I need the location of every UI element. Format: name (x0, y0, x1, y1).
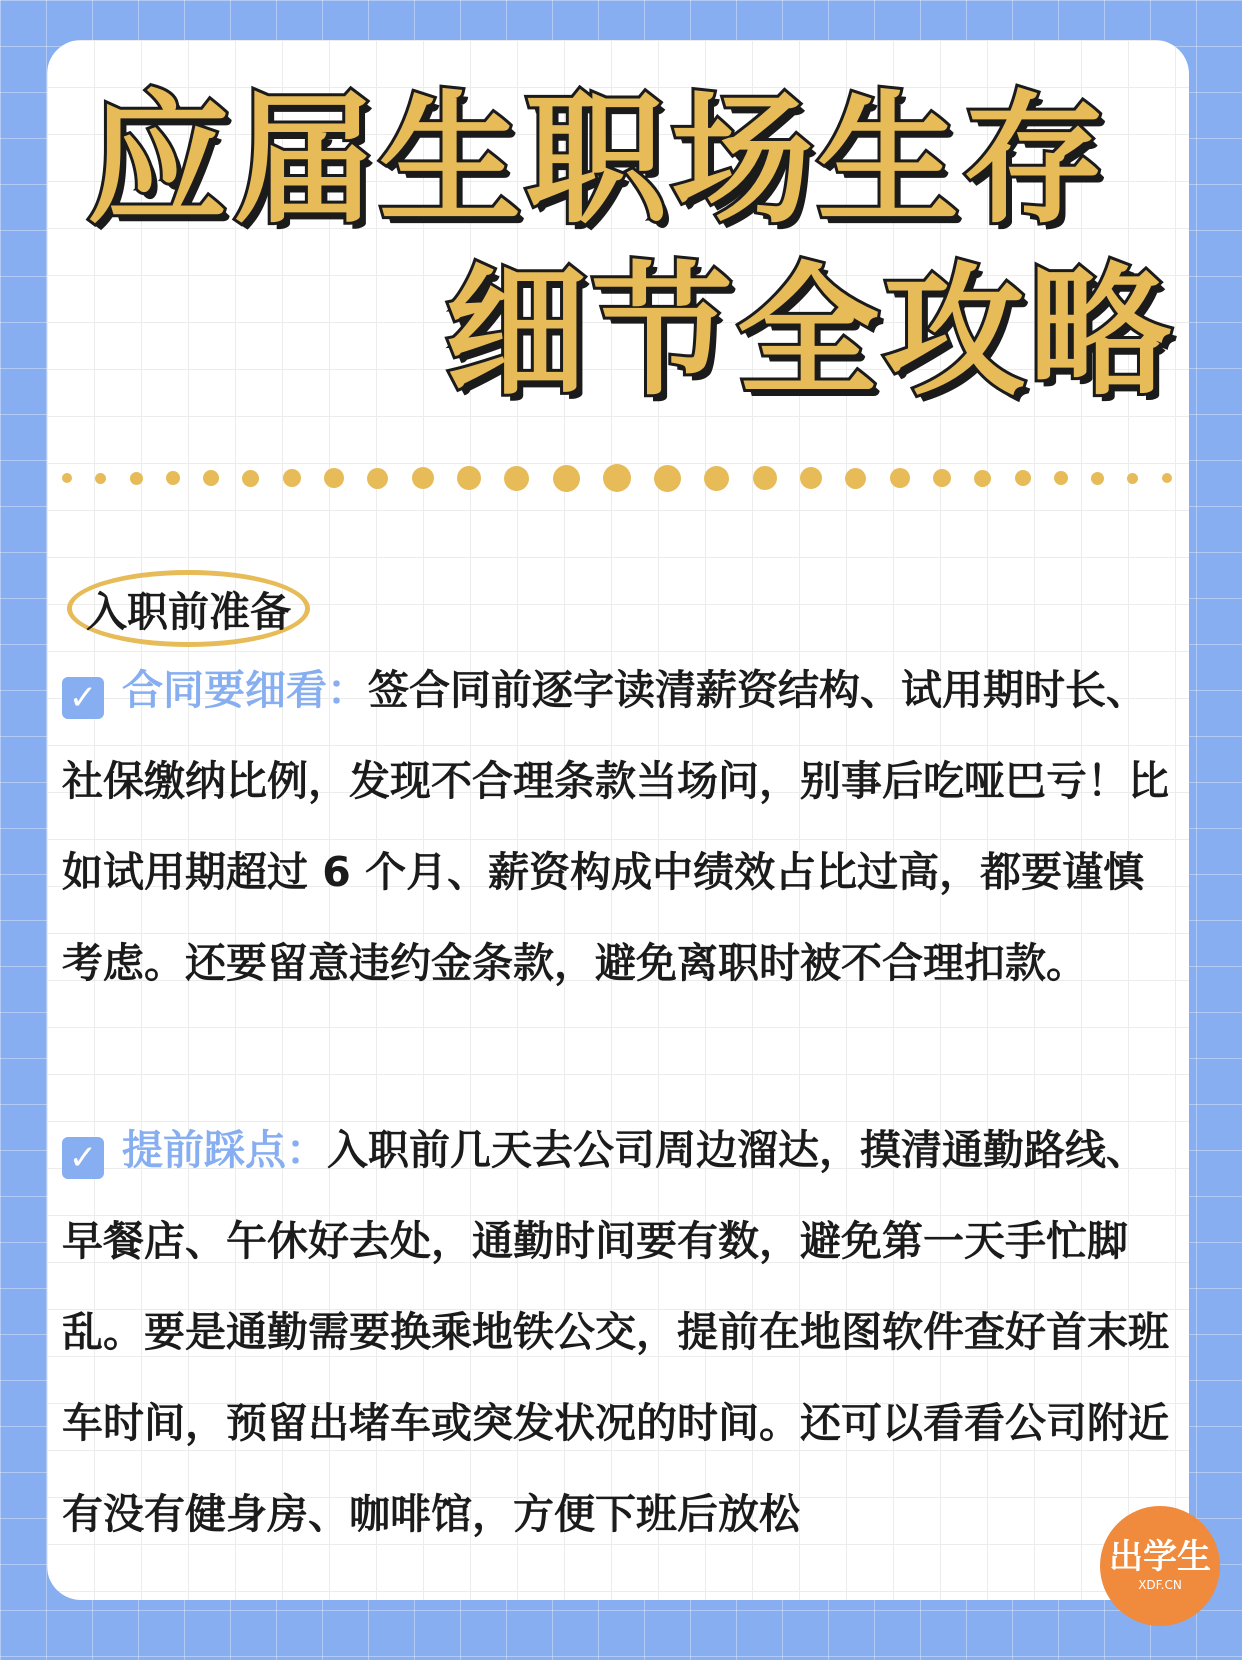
divider-dot (95, 473, 106, 484)
dotted-divider (62, 458, 1172, 498)
divider-dot (203, 470, 219, 486)
divider-dot (800, 467, 822, 489)
watermark-logo (1100, 1506, 1220, 1626)
divider-dot (367, 468, 388, 489)
check-box-icon: ✓ (62, 677, 104, 719)
content-card (47, 40, 1189, 1600)
divider-dot (1127, 473, 1138, 484)
divider-dot (130, 472, 143, 485)
divider-dot (654, 465, 681, 492)
watermark-mark: 出学生 (1109, 1537, 1211, 1577)
item-lead: 合同要细看： (122, 666, 368, 714)
title-line-2: 细节全攻略 (445, 250, 1175, 415)
check-box-icon: ✓ (62, 1137, 104, 1179)
divider-dot (166, 471, 180, 485)
item-body: 入职前几天去公司周边溜达，摸清通勤路线、早餐店、午休好去处，通勤时间要有数，避免第一天手忙脚乱。要是通勤需要换乘地铁公交，提前在地图软件查好首末班车时间，预留出堵车或突发状况的时间。还可以看看公司附近有没有健身房、咖啡馆，方便下班后放松 (62, 1126, 1169, 1538)
list-item (62, 645, 1177, 1009)
divider-dot (933, 469, 951, 487)
divider-dot (1162, 473, 1172, 483)
watermark-sub: XDF.CN (1138, 1578, 1182, 1592)
divider-dot (974, 470, 991, 487)
title-line-1: 应届生职场生存 (87, 78, 1109, 243)
item-lead: 提前踩点： (122, 1126, 327, 1174)
item-body: 签合同前逐字读清薪资结构、试用期时长、社保缴纳比例，发现不合理条款当场问，别事后吃哑巴亏！比如试用期超过 6 个月、薪资构成中绩效占比过高，都要谨慎考虑。还要留意违约金条款，避免离职时被不合理扣款。 (62, 666, 1169, 987)
divider-dot (890, 468, 910, 488)
divider-dot (242, 470, 259, 487)
divider-dot (845, 468, 866, 489)
divider-dot (1015, 470, 1031, 486)
list-item (62, 1105, 1177, 1560)
divider-dot (553, 465, 580, 492)
divider-dot (324, 468, 344, 488)
divider-dot (753, 466, 777, 490)
divider-dot (457, 466, 481, 490)
divider-dot (704, 466, 729, 491)
divider-dot (504, 466, 529, 491)
divider-dot (412, 467, 434, 489)
section-heading: 入职前准备 (67, 570, 310, 647)
divider-dot (1054, 471, 1068, 485)
divider-dot (1091, 472, 1104, 485)
divider-dot (62, 473, 72, 483)
divider-dot (603, 464, 631, 492)
divider-dot (283, 469, 301, 487)
